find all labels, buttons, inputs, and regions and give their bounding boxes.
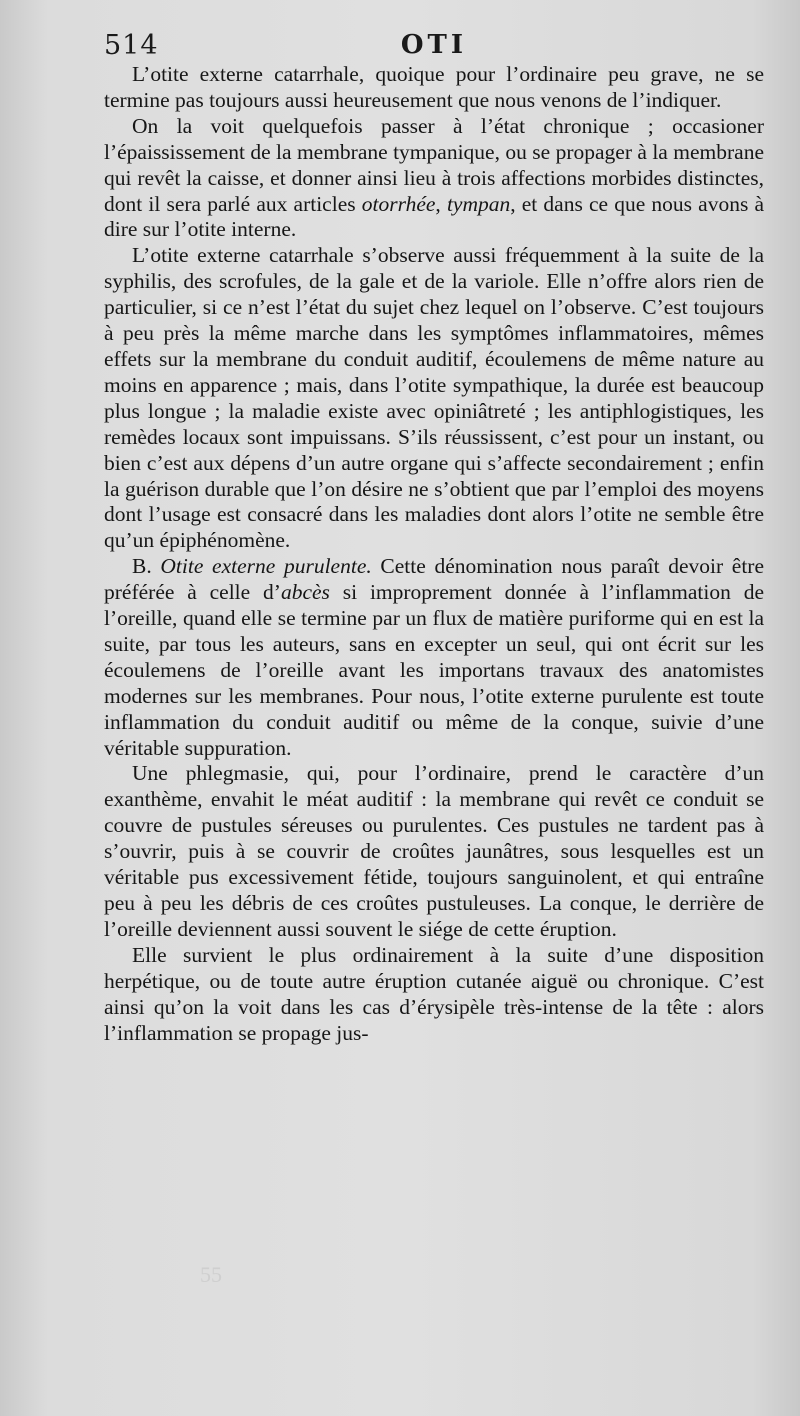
term-abces: abcès bbox=[280, 580, 330, 605]
body-text bbox=[104, 62, 764, 1046]
paragraph-4 bbox=[104, 554, 764, 761]
paragraph-1: L’otite externe catarrhale, quoique pour l’ordinaire peu grave, ne se termine pas toujours aussi heureusement que nous venons de l’indiquer. bbox=[104, 62, 764, 112]
bleed-through-mark: 55 bbox=[200, 1262, 222, 1287]
page-number: 514 bbox=[104, 30, 159, 61]
paragraph-4-text-b: Cette dénomination nous paraît devoir être préférée à celle d’ bbox=[104, 554, 765, 605]
page-header bbox=[104, 30, 764, 64]
paragraph-4-text-a: B. bbox=[132, 554, 161, 579]
section-heading-otite-purulente: Otite externe purulente. bbox=[160, 554, 372, 579]
paragraph-2-text-b: , bbox=[435, 191, 447, 216]
term-tympan: tympan bbox=[446, 191, 511, 216]
running-head: OTI bbox=[400, 30, 468, 60]
paragraph-4-text-c: si improprement donnée à l’inflammation de l’oreille, quand elle se termine par un flux de matière puriforme qui en est la suite, par tous les auteurs, sans en excepter un seul, qui ont écrit sur les écoulemens de l’oreille avant les importans travaux des anatomistes modernes sur les membranes. Pour nous, l’otite externe purulente est toute inflammation du conduit auditif ou même de la conque, suivie d’une véritable suppuration. bbox=[104, 580, 765, 760]
paragraph-5: Une phlegmasie, qui, pour l’ordinaire, prend le caractère d’un exanthème, envahit le méat auditif : la membrane qui revêt ce conduit se couvre de pustules séreuses ou purulentes. Ces pustules ne tardent pas à s’ouvrir, puis à se couvrir de croûtes jaunâtres, sous lesquelles est un véritable pus excessivement fétide, toujours sanguinolent, et qui entraîne peu à peu les débris de ces croûtes pustuleuses. La conque, le derrière de l’oreille deviennent aussi souvent le siége de cette éruption. bbox=[104, 761, 764, 941]
paragraph-2-text-a: On la voit quelquefois passer à l’état chronique ; occasioner l’épaississement de la membrane tympanique, ou se propager à la membrane qui revêt la caisse, et donner ainsi lieu à trois affections morbides distinctes, dont il sera parlé aux articles bbox=[104, 113, 764, 216]
paragraph-2-text-c: , et dans ce que nous avons à dire sur l’otite interne. bbox=[104, 191, 765, 242]
paragraph-3: L’otite externe catarrhale s’observe aussi fréquemment à la suite de la syphilis, des scrofules, de la gale et de la variole. Elle n’offre alors rien de particulier, si ce n’est l’état du sujet chez lequel on l’observe. C’est toujours à peu près la même marche dans les symptômes inflammatoires, mêmes effets sur la membrane du conduit auditif, écoulemens de même nature au moins en apparence ; mais, dans l’otite sympathique, la durée est beaucoup plus longue ; la maladie existe avec opiniâtreté ; les antiphlogistiques, les remèdes locaux sont impuissans. S’ils réussissent, c’est pour un instant, ou bien c’est aux dépens d’un autre organe qui s’affecte secondairement ; enfin la guérison durable que l’on désire ne s’obtient que par l’emploi des moyens dont l’usage est consacré dans les maladies dont alors l’otite ne semble être qu’un épiphénomène. bbox=[104, 243, 764, 553]
paragraph-6: Elle survient le plus ordinairement à la suite d’une disposition herpétique, ou de toute autre éruption cutanée aiguë ou chronique. C’est ainsi qu’on la voit dans les cas d’érysipèle très-intense de la tête : alors l’inflammation se propage jus- bbox=[104, 942, 764, 1045]
paragraph-2 bbox=[104, 114, 764, 244]
term-otorrhee: otorrhée bbox=[361, 191, 436, 216]
